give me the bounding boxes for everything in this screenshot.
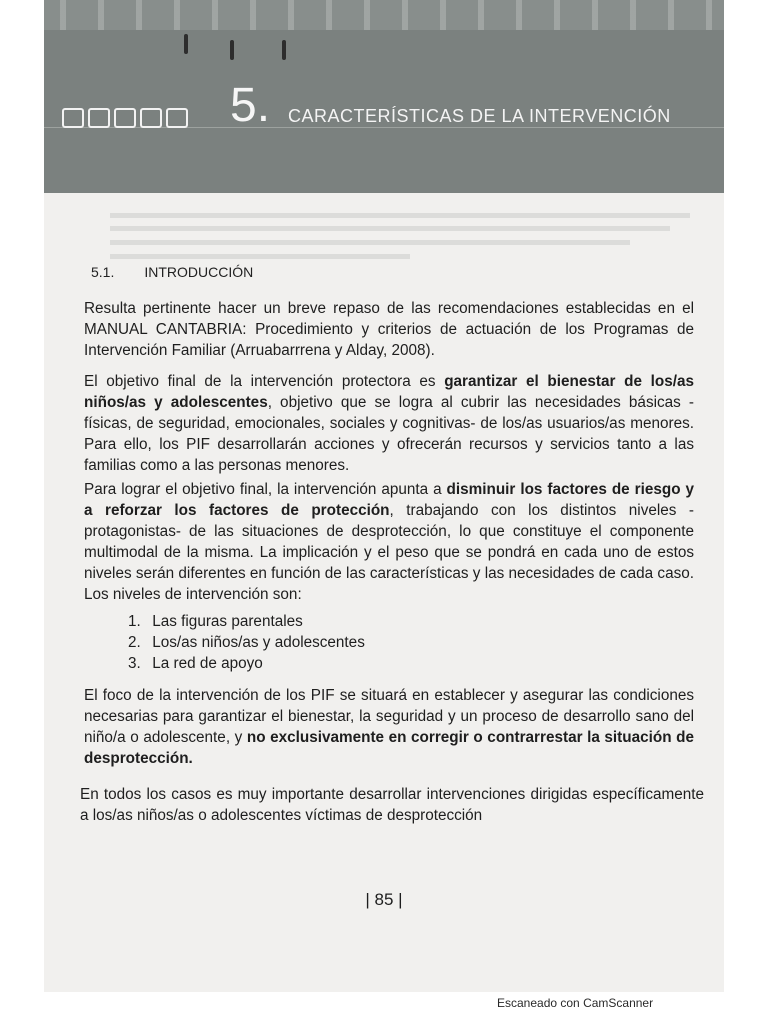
bleed-through [110,226,670,231]
section-number: 5.1. [91,264,115,280]
scanner-watermark: Escaneado con CamScanner [497,996,654,1010]
chapter-icons [62,108,188,128]
emphasis-text: garantizar el bienestar de los/as niños/as y adolescentes [84,373,694,411]
paragraph-focus [84,685,694,769]
section-heading [91,264,253,280]
page-number: | 85 | [365,890,403,909]
list-item [128,611,365,632]
list-item [128,653,365,674]
list-number: 3. [128,655,141,672]
paragraph-text: El foco de la intervención de los PIF se situará en establecer y asegurar las condiciones necesarias para garantizar el bienestar, la seguridad y un proceso de desarrollo sano del niño/a o adolescente, y [84,687,694,746]
paragraph-all-cases: En todos los casos es muy importante desarrollar intervenciones dirigidas específicamente a los/as niños/as o adolescentes víctimas de desprotección [80,786,704,824]
bleed-through [110,240,630,245]
emphasis-text: disminuir los factores de riesgo y a reforzar los factores de protección [84,481,694,519]
paragraph-text: Para lograr el objetivo final, la intervención apunta a [84,481,447,498]
chapter-title: CARACTERÍSTICAS DE LA INTERVENCIÓN [288,106,671,126]
paragraph-text: , objetivo que se logra al cubrir las necesidades básicas -físicas, de seguridad, emocionales, sociales y cognitivas- de los/as usuarios/as menores. Para ello, los PIF desarrollarán acciones y ofrecerán recursos y servicios tanto a las familias como a las personas menores. [84,394,694,474]
staple-mark [230,40,234,60]
square-icon [114,108,136,128]
chapter-header-band [44,0,724,193]
emphasis-text: no exclusivamente en corregir o contrarrestar la situación de desprotección. [84,729,694,767]
paragraph-text: El objetivo final de la intervención protectora es [84,373,445,390]
paragraph-intro: Resulta pertinente hacer un breve repaso de las recomendaciones establecidas en el MANUAL CANTABRIA: Procedimiento y criterios de actuación de los Programas de Intervención Familiar (Arruabarrrena y Alday, 2008). [84,300,694,359]
list-number: 2. [128,634,141,651]
list-text: Las figuras parentales [152,613,303,630]
bleed-through [110,213,690,218]
paragraph-approach [84,479,694,605]
document-page [44,0,724,992]
square-icon [88,108,110,128]
intervention-levels-list [128,611,365,674]
ornament-strip [44,0,724,30]
list-number: 1. [128,613,141,630]
chapter-number: 5. [230,79,271,132]
paragraph-text: , trabajando con los distintos niveles -protagonistas- de las situaciones de desprotección, lo que constituye el componente multimodal de la misma. La implicación y el peso que se pondrá en cada uno de estos niveles serán diferentes en función de las características y las necesidades de cada caso. Los niveles de intervención son: [84,502,694,603]
list-text: Los/as niños/as y adolescentes [152,634,365,651]
square-icon [166,108,188,128]
paragraph-objective [84,371,694,476]
section-title: INTRODUCCIÓN [144,264,254,280]
list-item [128,632,365,653]
list-text: La red de apoyo [152,655,263,672]
staple-mark [184,34,188,54]
bleed-through [110,254,410,259]
staple-mark [282,40,286,60]
square-icon [140,108,162,128]
square-icon [62,108,84,128]
